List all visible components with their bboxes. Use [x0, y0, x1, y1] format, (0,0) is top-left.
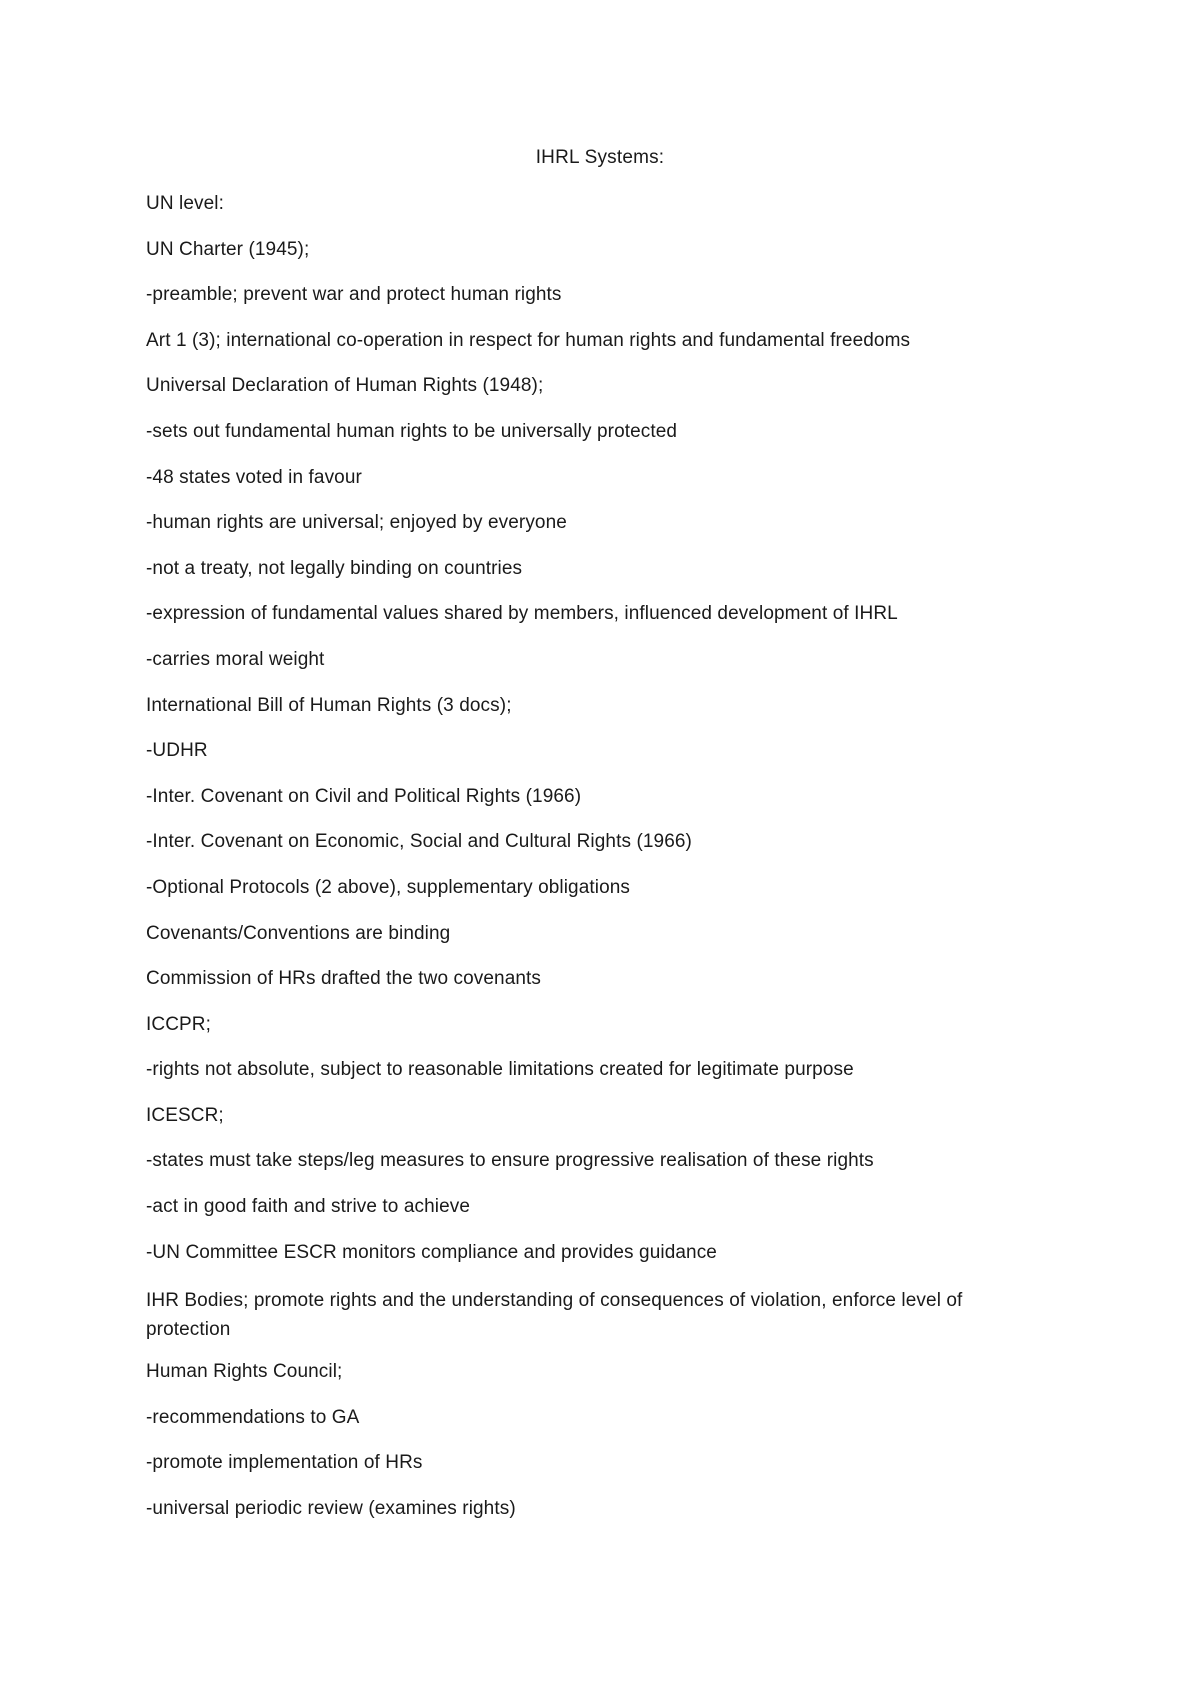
document-body: [146, 192, 1046, 1543]
text-line: -universal periodic review (examines rights): [146, 1498, 516, 1520]
text-line: International Bill of Human Rights (3 docs);: [146, 694, 512, 716]
text-line: UN Charter (1945);: [146, 238, 310, 260]
text-line: -promote implementation of HRs: [146, 1452, 423, 1474]
text-line: -human rights are universal; enjoyed by everyone: [146, 512, 567, 534]
text-line: -UDHR: [146, 740, 208, 762]
text-line: Art 1 (3); international co-operation in respect for human rights and fundamental freedoms: [146, 329, 911, 351]
text-line: Universal Declaration of Human Rights (1948);: [146, 375, 544, 397]
text-line: -Inter. Covenant on Civil and Political Rights (1966): [146, 785, 582, 807]
text-line: UN level:: [146, 193, 224, 214]
text-line: Covenants/Conventions are binding: [146, 922, 451, 944]
text-line: Human Rights Council;: [146, 1361, 343, 1383]
text-line: Commission of HRs drafted the two covenants: [146, 968, 542, 990]
text-line: ICCPR;: [146, 1013, 211, 1035]
text-line: -Inter. Covenant on Economic, Social and Cultural Rights (1966): [146, 831, 692, 853]
text-line: -48 states voted in favour: [146, 466, 362, 488]
text-line: -Optional Protocols (2 above), supplementary obligations: [146, 876, 631, 898]
text-line: -act in good faith and strive to achieve: [146, 1196, 471, 1218]
document-title: IHRL Systems:: [535, 147, 665, 168]
text-line: -sets out fundamental human rights to be universally protected: [146, 420, 678, 442]
text-line: -UN Committee ESCR monitors compliance and provides guidance: [146, 1241, 717, 1263]
text-line: -recommendations to GA: [146, 1406, 360, 1428]
text-line: -states must take steps/leg measures to ensure progressive realisation of these rights: [146, 1150, 874, 1172]
text-line: -preamble; prevent war and protect human rights: [146, 284, 562, 306]
text-line: IHR Bodies; promote rights and the understanding of consequences of violation, enforce level of protection: [146, 1290, 963, 1341]
text-line: -rights not absolute, subject to reasonable limitations created for legitimate purpose: [146, 1059, 854, 1081]
text-line: -carries moral weight: [146, 648, 325, 670]
text-line: -expression of fundamental values shared by members, influenced development of IHRL: [146, 603, 898, 625]
text-line: ICESCR;: [146, 1104, 224, 1126]
text-line: -not a treaty, not legally binding on countries: [146, 557, 523, 579]
